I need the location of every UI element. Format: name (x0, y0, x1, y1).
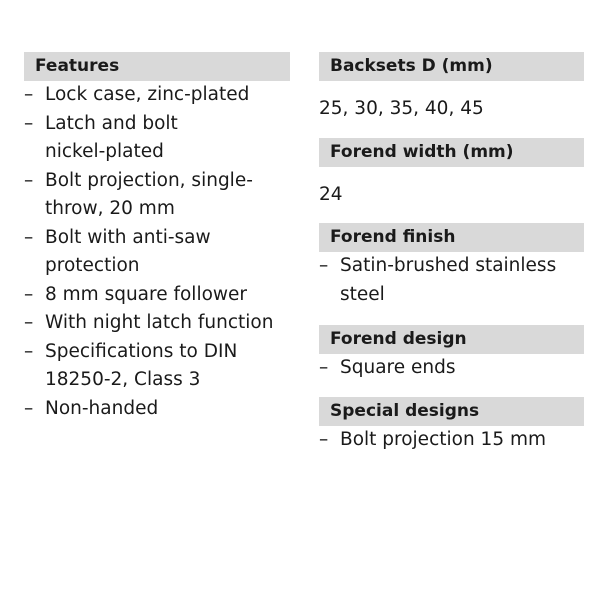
forend-finish-list (319, 252, 584, 309)
backsets-value: 25, 30, 35, 40, 45 (319, 98, 484, 119)
feature-text: Non-handed (45, 397, 159, 419)
forend-finish-section (319, 223, 584, 309)
dash-mark: – (319, 428, 329, 450)
forend-design-text: Square ends (340, 357, 456, 378)
special-designs-list (319, 426, 584, 455)
list-item (24, 81, 275, 110)
dash-mark: – (24, 226, 34, 248)
forend-width-section (319, 138, 584, 210)
dash-mark: – (319, 255, 329, 276)
dash-mark: – (319, 357, 329, 378)
forend-width-value: 24 (319, 183, 343, 205)
dash-mark: – (24, 169, 34, 191)
special-designs-heading: Special designs (319, 397, 584, 426)
list-item (24, 338, 260, 395)
list-item (24, 224, 250, 281)
list-item (24, 110, 225, 167)
forend-width-heading: Forend width (mm) (319, 138, 584, 167)
specs-column (319, 52, 584, 454)
forend-finish-text: Satin-brushed stainless steel (340, 255, 557, 305)
list-item (319, 426, 584, 455)
list-item (319, 354, 584, 383)
list-item (24, 395, 295, 424)
dash-mark: – (24, 340, 34, 362)
feature-text: 8 mm square follower (45, 283, 248, 305)
dash-mark: – (24, 283, 34, 305)
forend-design-list (319, 354, 584, 383)
special-designs-text: Bolt projection 15 mm (340, 428, 547, 450)
feature-text: Specifications to DIN 18250-2, Class 3 (45, 340, 238, 390)
dash-mark: – (24, 84, 34, 105)
dash-mark: – (24, 112, 34, 134)
features-section (24, 52, 290, 423)
features-heading: Features (24, 52, 290, 81)
special-designs-section (319, 397, 584, 455)
dash-mark: – (24, 312, 34, 333)
backsets-heading: Backsets D (mm) (319, 52, 584, 81)
list-item (24, 281, 295, 310)
feature-text: Lock case, zinc-plated (45, 84, 250, 105)
list-item (319, 252, 585, 309)
features-list (24, 81, 290, 423)
feature-text: With night latch function (45, 312, 274, 333)
forend-design-section (319, 325, 584, 383)
list-item (24, 309, 311, 338)
feature-text: Bolt projection, single-throw, 20 mm (45, 169, 253, 219)
feature-text: Bolt with anti-saw protection (45, 226, 211, 276)
backsets-section (319, 52, 584, 124)
dash-mark: – (24, 397, 34, 419)
list-item (24, 167, 270, 224)
forend-design-heading: Forend design (319, 325, 584, 354)
feature-text: Latch and bolt nickel-plated (45, 112, 178, 162)
forend-finish-heading: Forend finish (319, 223, 584, 252)
